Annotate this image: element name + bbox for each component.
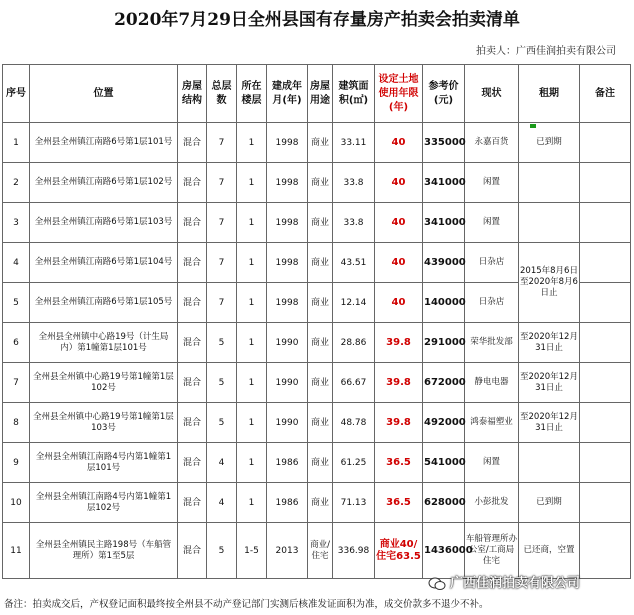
table-row xyxy=(3,203,631,243)
header-position: 位置 xyxy=(30,65,178,123)
cell-structure: 混合 xyxy=(178,203,207,243)
cell-total-floors: 7 xyxy=(207,123,237,163)
table-row xyxy=(3,403,631,443)
cell-usage: 商业 xyxy=(308,163,333,203)
cell-position: 全州县全州镇江南路4号内第1幢第1层102号 xyxy=(30,483,178,523)
footnote: 备注：拍卖成交后，产权登记面积最终按全州县不动产登记部门实测后核准发证面积为准，成交价款多不退少不补。 xyxy=(4,599,489,610)
cell-no: 7 xyxy=(3,363,30,403)
cell-area: 33.8 xyxy=(333,163,375,203)
cell-no: 2 xyxy=(3,163,30,203)
cell-year: 1990 xyxy=(267,323,308,363)
page-title: 2020年7月29日全州县国有存量房产拍卖会拍卖清单 xyxy=(114,10,520,30)
cell-land-years: 39.8 xyxy=(375,403,423,443)
cell-land-years: 40 xyxy=(375,163,423,203)
cell-year: 1998 xyxy=(267,163,308,203)
cell-no: 4 xyxy=(3,243,30,283)
cell-year: 1998 xyxy=(267,283,308,323)
header-floor: 所在楼层 xyxy=(237,65,267,123)
cell-structure: 混合 xyxy=(178,363,207,403)
cell-status: 车船管理所办公室/工商局住宅 xyxy=(465,523,519,579)
cell-no: 11 xyxy=(3,523,30,579)
cell-usage: 商业 xyxy=(308,283,333,323)
cell-year: 1998 xyxy=(267,123,308,163)
cell-lease: 已到期 xyxy=(519,123,580,163)
cell-price: 291000 xyxy=(423,323,465,363)
cell-land-years: 40 xyxy=(375,123,423,163)
auctioneer-label: 拍卖人：广西佳润拍卖有限公司 xyxy=(476,46,616,57)
cell-structure: 混合 xyxy=(178,283,207,323)
cell-structure: 混合 xyxy=(178,443,207,483)
header-remark: 备注 xyxy=(580,65,631,123)
cell-floor: 1 xyxy=(237,283,267,323)
cell-land-years: 商业40/住宅63.5 xyxy=(375,523,423,579)
cell-remark xyxy=(580,283,631,323)
table-row xyxy=(3,523,631,579)
table-row xyxy=(3,243,631,283)
cell-remark xyxy=(580,243,631,283)
cell-position: 全州县全州镇江南路6号第1层101号 xyxy=(30,123,178,163)
cell-structure: 混合 xyxy=(178,323,207,363)
cell-no: 3 xyxy=(3,203,30,243)
cell-usage: 商业 xyxy=(308,363,333,403)
cell-structure: 混合 xyxy=(178,523,207,579)
cell-lease: 至2020年12月31日止 xyxy=(519,403,580,443)
table-row xyxy=(3,323,631,363)
cell-position: 全州县全州镇江南路6号第1层103号 xyxy=(30,203,178,243)
cell-lease xyxy=(519,163,580,203)
header-lease: 租期 xyxy=(519,65,580,123)
cell-structure: 混合 xyxy=(178,403,207,443)
cell-remark xyxy=(580,483,631,523)
cell-lease: 至2020年12月31日止 xyxy=(519,363,580,403)
cell-land-years: 39.8 xyxy=(375,323,423,363)
cell-remark xyxy=(580,443,631,483)
header-usage: 房屋用途 xyxy=(308,65,333,123)
cell-remark xyxy=(580,323,631,363)
cell-total-floors: 4 xyxy=(207,443,237,483)
cell-area: 61.25 xyxy=(333,443,375,483)
cell-total-floors: 5 xyxy=(207,323,237,363)
cell-area: 43.51 xyxy=(333,243,375,283)
cell-total-floors: 7 xyxy=(207,283,237,323)
cell-land-years: 39.8 xyxy=(375,363,423,403)
cell-remark xyxy=(580,363,631,403)
header-land-years: 设定土地使用年限(年) xyxy=(375,65,423,123)
cell-status: 小彭批发 xyxy=(465,483,519,523)
cell-year: 1990 xyxy=(267,403,308,443)
cell-lease: 至2020年12月31日止 xyxy=(519,323,580,363)
cell-floor: 1 xyxy=(237,443,267,483)
cell-price: 341000 xyxy=(423,203,465,243)
header-row xyxy=(3,65,631,123)
cell-usage: 商业/住宅 xyxy=(308,523,333,579)
auction-table xyxy=(2,64,631,579)
cell-total-floors: 4 xyxy=(207,483,237,523)
cell-total-floors: 7 xyxy=(207,243,237,283)
cell-no: 10 xyxy=(3,483,30,523)
cell-status: 静电电器 xyxy=(465,363,519,403)
header-area: 建筑面积(㎡) xyxy=(333,65,375,123)
watermark xyxy=(428,573,580,595)
cell-no: 8 xyxy=(3,403,30,443)
cell-floor: 1 xyxy=(237,163,267,203)
table-row xyxy=(3,123,631,163)
cell-position: 全州县全州镇中心路19号第1幢第1层102号 xyxy=(30,363,178,403)
cell-status: 永嘉百货 xyxy=(465,123,519,163)
cell-area: 33.8 xyxy=(333,203,375,243)
wechat-icon xyxy=(428,577,446,591)
cell-remark xyxy=(580,163,631,203)
header-structure: 房屋结构 xyxy=(178,65,207,123)
cell-usage: 商业 xyxy=(308,203,333,243)
cell-position: 全州县全州镇江南路6号第1层102号 xyxy=(30,163,178,203)
cell-usage: 商业 xyxy=(308,123,333,163)
cell-area: 12.14 xyxy=(333,283,375,323)
cell-usage: 商业 xyxy=(308,403,333,443)
cell-year: 1986 xyxy=(267,443,308,483)
header-no: 序号 xyxy=(3,65,30,123)
cell-position: 全州县全州镇江南路4号内第1幢第1层101号 xyxy=(30,443,178,483)
cell-structure: 混合 xyxy=(178,483,207,523)
cell-price: 628000 xyxy=(423,483,465,523)
cell-price: 541000 xyxy=(423,443,465,483)
cell-total-floors: 5 xyxy=(207,523,237,579)
cell-floor: 1 xyxy=(237,403,267,443)
cell-area: 336.98 xyxy=(333,523,375,579)
cell-year: 1986 xyxy=(267,483,308,523)
cell-area: 48.78 xyxy=(333,403,375,443)
header-status: 现状 xyxy=(465,65,519,123)
cell-usage: 商业 xyxy=(308,443,333,483)
cell-land-years: 40 xyxy=(375,283,423,323)
cell-remark xyxy=(580,523,631,579)
cell-no: 9 xyxy=(3,443,30,483)
cell-position: 全州县全州镇中心路19号第1幢第1层103号 xyxy=(30,403,178,443)
cell-remark xyxy=(580,123,631,163)
cell-floor: 1-5 xyxy=(237,523,267,579)
cell-floor: 1 xyxy=(237,243,267,283)
cell-price: 1436000 xyxy=(423,523,465,579)
cell-lease: 已还商，空置 xyxy=(519,523,580,579)
cell-status: 鸿泰福塑业 xyxy=(465,403,519,443)
cell-lease xyxy=(519,203,580,243)
cell-position: 全州县全州镇江南路6号第1层104号 xyxy=(30,243,178,283)
cell-usage: 商业 xyxy=(308,323,333,363)
header-total-floors: 总层数 xyxy=(207,65,237,123)
cell-price: 439000 xyxy=(423,243,465,283)
cell-year: 1998 xyxy=(267,243,308,283)
cell-land-years: 40 xyxy=(375,203,423,243)
header-year: 建成年月(年) xyxy=(267,65,308,123)
cell-price: 335000 xyxy=(423,123,465,163)
header-ref-price: 参考价(元) xyxy=(423,65,465,123)
cell-area: 28.86 xyxy=(333,323,375,363)
cell-area: 33.11 xyxy=(333,123,375,163)
cell-lease-merged: 2015年8月6日至2020年8月6日止 xyxy=(519,243,580,323)
cell-total-floors: 5 xyxy=(207,363,237,403)
cell-position: 全州县全州镇江南路6号第1层105号 xyxy=(30,283,178,323)
cell-land-years: 40 xyxy=(375,243,423,283)
cell-usage: 商业 xyxy=(308,483,333,523)
cell-remark xyxy=(580,403,631,443)
table-row xyxy=(3,443,631,483)
cell-floor: 1 xyxy=(237,123,267,163)
cell-year: 2013 xyxy=(267,523,308,579)
green-marker xyxy=(530,124,536,128)
cell-land-years: 36.5 xyxy=(375,483,423,523)
cell-area: 66.67 xyxy=(333,363,375,403)
cell-no: 1 xyxy=(3,123,30,163)
cell-structure: 混合 xyxy=(178,123,207,163)
cell-position: 全州县全州镇民主路198号（车船管理所）第1至5层 xyxy=(30,523,178,579)
cell-lease: 已到期 xyxy=(519,483,580,523)
cell-position: 全州县全州镇中心路19号（计生局内）第1幢第1层101号 xyxy=(30,323,178,363)
table-row xyxy=(3,363,631,403)
cell-status: 荣华批发部 xyxy=(465,323,519,363)
cell-price: 140000 xyxy=(423,283,465,323)
cell-price: 672000 xyxy=(423,363,465,403)
cell-lease xyxy=(519,443,580,483)
cell-usage: 商业 xyxy=(308,243,333,283)
cell-no: 6 xyxy=(3,323,30,363)
cell-year: 1990 xyxy=(267,363,308,403)
cell-structure: 混合 xyxy=(178,243,207,283)
cell-remark xyxy=(580,203,631,243)
cell-floor: 1 xyxy=(237,203,267,243)
cell-total-floors: 7 xyxy=(207,163,237,203)
cell-status: 闲置 xyxy=(465,443,519,483)
cell-status: 闲置 xyxy=(465,203,519,243)
cell-floor: 1 xyxy=(237,363,267,403)
cell-no: 5 xyxy=(3,283,30,323)
cell-price: 341000 xyxy=(423,163,465,203)
watermark-text: 广西佳润拍卖有限公司 xyxy=(450,576,581,591)
table-row xyxy=(3,163,631,203)
cell-floor: 1 xyxy=(237,323,267,363)
cell-floor: 1 xyxy=(237,483,267,523)
cell-price: 492000 xyxy=(423,403,465,443)
cell-status: 日杂店 xyxy=(465,243,519,283)
table-row xyxy=(3,483,631,523)
cell-land-years: 36.5 xyxy=(375,443,423,483)
cell-total-floors: 5 xyxy=(207,403,237,443)
cell-total-floors: 7 xyxy=(207,203,237,243)
cell-structure: 混合 xyxy=(178,163,207,203)
cell-year: 1998 xyxy=(267,203,308,243)
cell-status: 日杂店 xyxy=(465,283,519,323)
cell-area: 71.13 xyxy=(333,483,375,523)
cell-status: 闲置 xyxy=(465,163,519,203)
